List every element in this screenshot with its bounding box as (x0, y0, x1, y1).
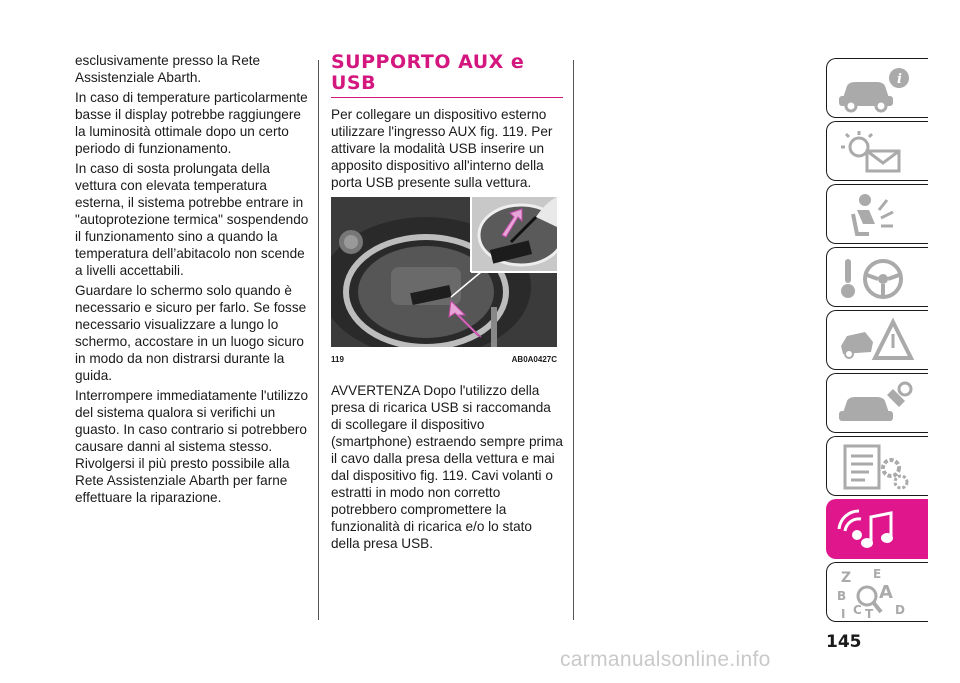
index-letter: Z (841, 570, 852, 586)
warning-lights-envelope-icon (835, 127, 915, 177)
car-service-wrench-icon (835, 379, 915, 429)
tab-technical-data[interactable] (826, 436, 928, 496)
tab-index[interactable] (826, 562, 928, 622)
car-info-icon (835, 64, 915, 114)
tab-emergency[interactable] (826, 310, 928, 370)
chapter-tabs (826, 58, 928, 625)
column-divider (573, 60, 574, 620)
airbag-seat-icon (835, 190, 915, 240)
title-underline (331, 97, 563, 98)
paragraph: In caso di sosta prolungata della vettura con elevata temperatura esterna, il sistema potrebbe entrare in "autoprotezione termica" sospendendo il funzionamento sino a quando la temperatura dell’abitacolo non scende a livelli accettabili. (75, 161, 309, 278)
column-divider (318, 60, 319, 620)
section-title: SUPPORTO AUX e USB (331, 51, 525, 94)
index-letter: B (837, 589, 847, 603)
tab-maintenance[interactable] (826, 373, 928, 433)
intro-paragraph: Per collegare un dispositivo esterno utilizzare l'ingresso AUX fig. 119. Per attivare la modalità USB inserire un apposito dispositivo all'interno della porta USB presente sulla vettura. (331, 107, 553, 190)
svg-text:i: i (897, 72, 902, 87)
tab-safety[interactable] (826, 184, 928, 244)
warning-paragraph: AVVERTENZA Dopo l'utilizzo della presa di ricarica USB si raccomanda di scollegare il dispositivo (smartphone) estraendo sempre prima il cavo dalla presa della vettura e mai dal dispositivo fig. 119. Cavi volanti o estratti in modo non corretto potrebbero compromettere la funzionalità di ricarica e/o lo stato della presa USB. (331, 383, 563, 551)
key-steering-wheel-icon (835, 253, 915, 303)
technical-data-gears-icon (835, 442, 915, 492)
figure-caption (331, 351, 557, 368)
paragraph: Interrompere immediatamente l'utilizzo del sistema qualora si verifichi un guasto. In caso contrario si potrebbero causare danni al sistema stesso. Rivolgersi il più presto possibile alla Rete Assistenziale Abarth per farne effettuare la riparazione. (75, 388, 309, 505)
middle-text-column (331, 52, 563, 555)
paragraph: Guardare lo schermo solo quando è necessario e sicuro per farlo. Se fosse necessario visualizzare a lungo lo schermo, accostare in un luogo sicuro in modo da non distrarsi durante la guida. (75, 283, 307, 383)
tab-multimedia[interactable] (826, 499, 928, 559)
tab-starting-driving[interactable] (826, 247, 928, 307)
figure-number: 119 (331, 355, 344, 364)
index-letter: D (895, 603, 905, 617)
figure-code: AB0A0427C (511, 355, 557, 364)
page-number: 145 (826, 632, 862, 652)
index-letter: I (841, 607, 846, 620)
paragraph: In caso di temperature particolarmente basse il display potrebbe raggiungere la luminosità ottimale dopo un certo periodo di funzionamento. (75, 90, 308, 156)
multimedia-music-icon (835, 505, 915, 555)
usb-port-photo (331, 197, 557, 347)
index-letter: E (873, 568, 882, 581)
watermark: carmanualsonline.info (560, 648, 771, 671)
left-text-column (75, 52, 310, 509)
tab-dashboard[interactable] (826, 121, 928, 181)
paragraph: esclusivamente presso la Rete Assistenziale Abarth. (75, 53, 261, 85)
tab-vehicle-info[interactable] (826, 58, 928, 118)
accident-warning-triangle-icon (835, 316, 915, 366)
alphabetical-index-icon (835, 568, 915, 620)
index-letter: T (865, 607, 874, 620)
index-letter: C (853, 603, 862, 617)
index-letter: A (879, 582, 893, 603)
